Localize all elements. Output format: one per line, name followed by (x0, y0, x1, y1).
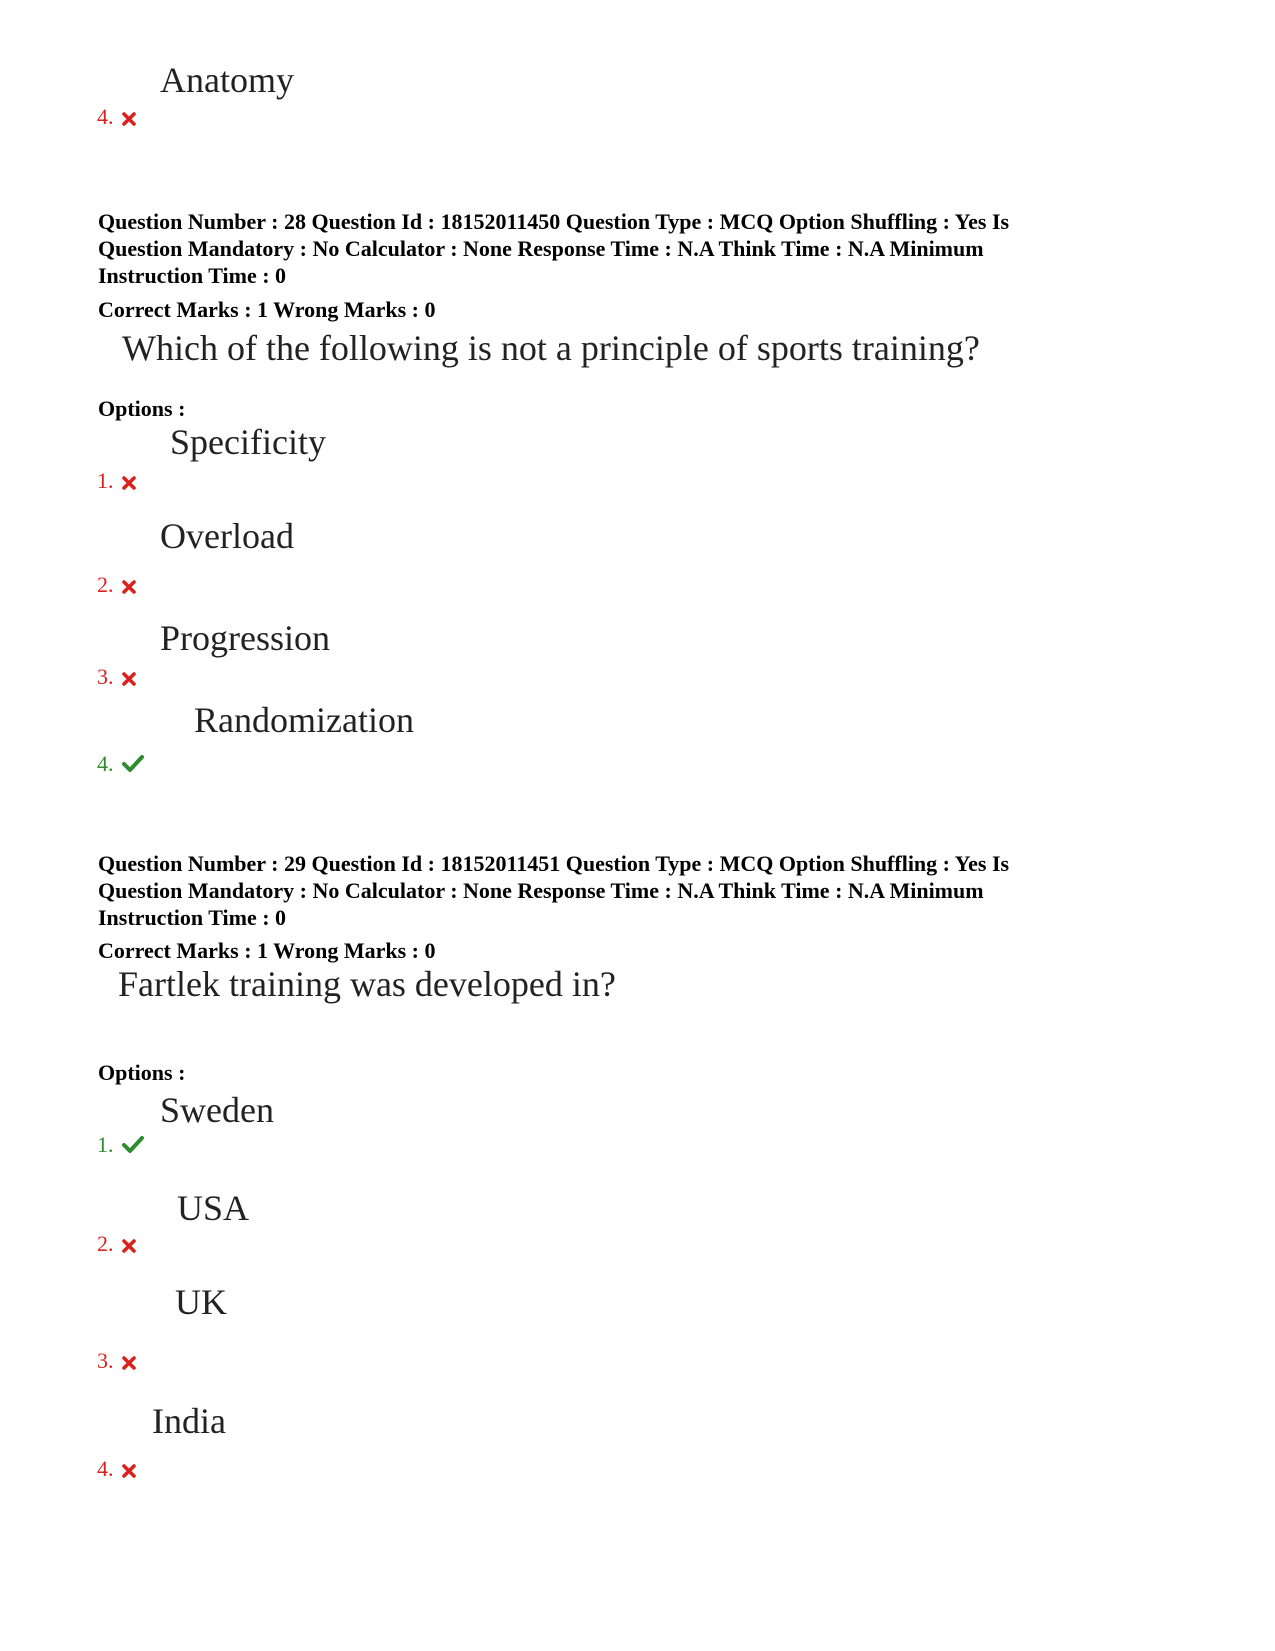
option-text: Specificity (170, 422, 326, 462)
options-label: Options : (98, 396, 186, 421)
option-text: USA (177, 1188, 250, 1228)
option-number-wrong (97, 666, 136, 690)
option-number: 2. (97, 1231, 114, 1256)
option-number-correct (97, 753, 144, 777)
option-text: Randomization (194, 700, 414, 740)
option-number: 1. (97, 1132, 114, 1157)
option-number-wrong (97, 1233, 136, 1257)
cross-icon (122, 1235, 136, 1257)
question-meta-line3: Instruction Time : 0 (98, 905, 287, 930)
option-number: 4. (97, 1456, 114, 1481)
check-icon (122, 755, 144, 777)
question-text: Fartlek training was developed in? (118, 964, 616, 1004)
options-label: Options : (98, 1060, 186, 1085)
option-number-correct (97, 1134, 144, 1158)
option-number-wrong (97, 470, 136, 494)
option-text: UK (175, 1282, 227, 1322)
option-number: 1. (97, 468, 114, 493)
option-number: 4. (97, 751, 114, 776)
option-text: Overload (160, 516, 294, 556)
option-number: 3. (97, 1348, 114, 1373)
cross-icon (122, 472, 136, 494)
question-marks: Correct Marks : 1 Wrong Marks : 0 (98, 297, 436, 322)
option-number-wrong (97, 106, 136, 130)
cross-icon (122, 1352, 136, 1374)
option-text: India (152, 1401, 226, 1441)
check-icon (122, 1136, 144, 1158)
question-text: Which of the following is not a principle of sports training? (122, 328, 980, 368)
question-meta-line2: Question Mandatory : No Calculator : None Response Time : N.A Think Time : N.A Minimum (98, 236, 984, 261)
option-number-wrong (97, 1458, 136, 1482)
cross-icon (122, 668, 136, 690)
question-meta-line1: Question Number : 28 Question Id : 18152011450 Question Type : MCQ Option Shuffling : Yes Is (98, 209, 1010, 234)
cross-icon (122, 108, 136, 130)
option-number: 4. (97, 104, 114, 129)
option-text: Progression (160, 618, 330, 658)
cross-icon (122, 576, 136, 598)
question-meta (98, 208, 1178, 289)
option-text: Anatomy (160, 60, 294, 100)
question-meta (98, 850, 1178, 931)
option-number: 3. (97, 664, 114, 689)
option-text: Sweden (160, 1090, 274, 1130)
option-number: 2. (97, 572, 114, 597)
cross-icon (122, 1460, 136, 1482)
question-meta-line1: Question Number : 29 Question Id : 18152011451 Question Type : MCQ Option Shuffling : Yes Is (98, 851, 1010, 876)
option-number-wrong (97, 574, 136, 598)
option-number-wrong (97, 1350, 136, 1374)
question-marks: Correct Marks : 1 Wrong Marks : 0 (98, 938, 436, 963)
question-meta-line2: Question Mandatory : No Calculator : None Response Time : N.A Think Time : N.A Minimum (98, 878, 984, 903)
question-meta-line3: Instruction Time : 0 (98, 263, 287, 288)
